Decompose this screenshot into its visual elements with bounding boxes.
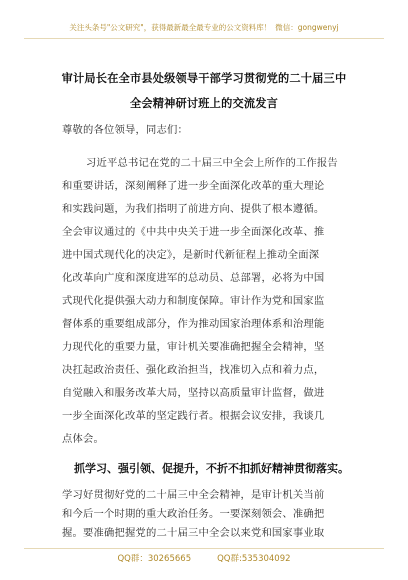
paragraph1-line: 习近平总书记在党的二十届三中全会上所作的工作报告 — [86, 157, 338, 169]
title-line-1: 审计局长在全市县处级领导干部学习贯彻党的二十届三中 — [61, 71, 347, 85]
paragraph1-line: 一步全面深化改革的坚定践行者。根据会议安排，我谈几 — [62, 410, 325, 422]
paragraph1-line: 式现代化提供强大动力和制度保障。审计作为党和国家监 — [62, 295, 325, 307]
paragraph2-line: 学习好贯彻好党的二十届三中全会精神，是审计机关当前 — [62, 489, 325, 501]
paragraph2-line: 和今后一个时期的重大政治任务。一要深刻领会、准确把 — [62, 508, 325, 520]
footer-qq-group-2: QQ群:535304092 — [217, 554, 291, 564]
paragraph1-line: 督体系的重要组成部分，作为推动国家治理体系和治理能 — [62, 318, 325, 330]
paragraph1-line: 和重要讲话，深刻阐释了进一步全面深化改革的重大理论 — [62, 180, 325, 192]
paragraph1-line: 决扛起政治责任、强化政治担当，找准切入点和着力点， — [62, 364, 325, 376]
title-line-2: 全会精神研讨班上的交流发言 — [129, 96, 279, 110]
paragraph1-line: 自觉融入和服务改革大局，坚持以高质量审计监督，做进 — [62, 387, 325, 399]
document-footer — [24, 548, 384, 564]
paragraph2-line: 握。要准确把握党的二十届三中全会以来党和国家事业取 — [62, 527, 325, 539]
paragraph1-line-last: 点体会。 — [62, 433, 104, 445]
paragraph1-line: 和实践问题，为我们指明了前进方向、提供了根本遵循。 — [62, 203, 325, 215]
paragraph1-line: 进中国式现代化的决定》，是新时代新征程上推动全面深 — [62, 249, 320, 261]
header-wechat: 微信：gongwenyj — [275, 23, 339, 32]
footer-qq-group-1: QQ群：30265665 — [117, 554, 192, 564]
section-heading: 抓学习、强引领、促提升，不折不扣抓好精神贯彻落实。 — [74, 462, 349, 475]
header-text: 关注头条号"公文研究"，获得最新最全最专业的公文资料库！ — [69, 23, 272, 32]
greeting: 尊敬的各位领导，同志们： — [62, 124, 188, 136]
document-header — [24, 22, 384, 39]
paragraph1-line: 力现代化的重要力量，审计机关要准确把握全会精神，坚 — [62, 341, 325, 353]
paragraph1-line: 化改革向广度和深度进军的总动员、总部署，必将为中国 — [62, 272, 325, 284]
paragraph1-line: 全会审议通过的《中共中央关于进一步全面深化改革、推 — [62, 226, 325, 238]
